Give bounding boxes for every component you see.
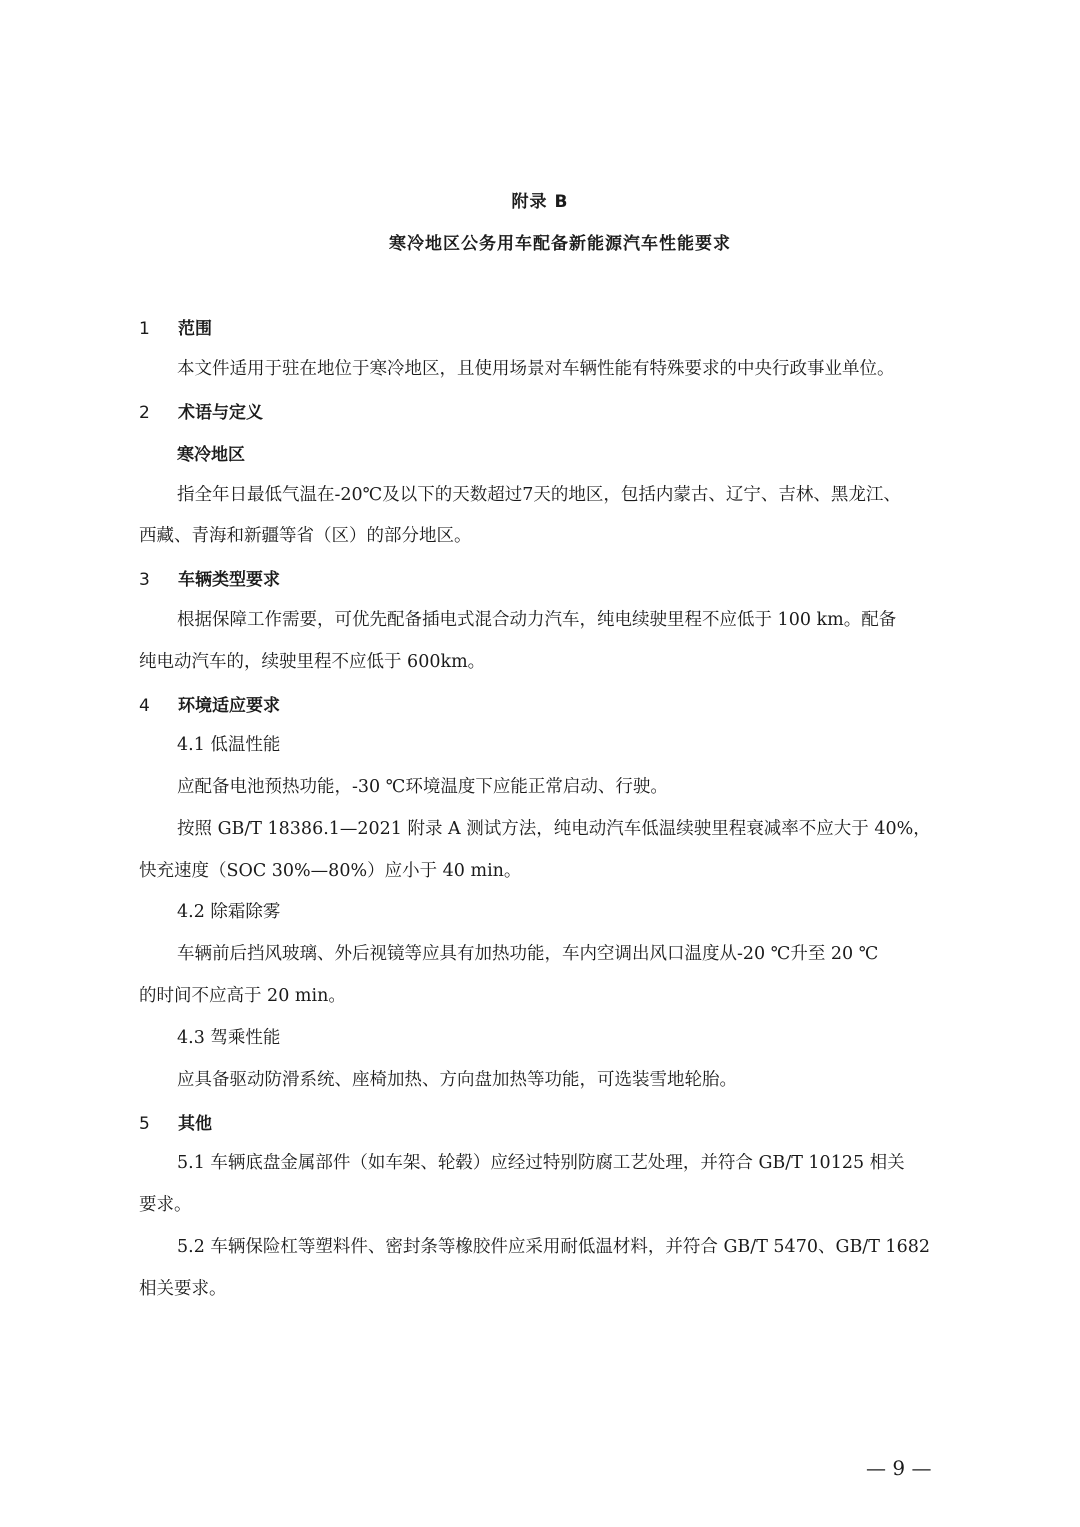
section-number: 4 <box>139 696 150 716</box>
section-5-2-line-1: 5.2 车辆保险杠等塑料件、密封条等橡胶件应采用耐低温材料，并符合 GB/T 5470、GB/T 1682 <box>177 1237 930 1257</box>
section-3-line-1: 根据保障工作需要，可优先配备插电式混合动力汽车，纯电续驶里程不应低于 100 km。配备 <box>177 610 897 630</box>
section-1-paragraph: 本文件适用于驻在地位于寒冷地区，且使用场景对车辆性能有特殊要求的中央行政事业单位。 <box>177 359 895 379</box>
subsection-4-1-paragraph-2-line-1: 按照 GB/T 18386.1—2021 附录 A 测试方法，纯电动汽车低温续驶里程衰减率不应大于 40%， <box>177 819 931 839</box>
section-title: 范围 <box>178 319 212 339</box>
section-number: 2 <box>139 403 150 423</box>
section-title: 环境适应要求 <box>178 696 280 716</box>
subsection-4-2-line-1: 车辆前后挡风玻璃、外后视镜等应具有加热功能，车内空调出风口温度从-20 ℃升至 20 ℃ <box>177 944 879 964</box>
section-number: 1 <box>139 319 150 339</box>
subsection-4-3-title: 4.3 驾乘性能 <box>177 1028 281 1048</box>
subsection-4-3-paragraph: 应具备驱动防滑系统、座椅加热、方向盘加热等功能，可选装雪地轮胎。 <box>177 1070 737 1090</box>
section-5-heading <box>139 1109 212 1134</box>
section-4-heading <box>139 691 280 716</box>
section-5-1-line-1: 5.1 车辆底盘金属部件（如车架、轮毂）应经过特别防腐工艺处理，并符合 GB/T 10125 相关 <box>177 1153 905 1173</box>
definition-line-1: 指全年日最低气温在-20℃及以下的天数超过7天的地区，包括内蒙古、辽宁、吉林、黑龙江、 <box>177 485 901 505</box>
section-3-heading <box>139 565 280 590</box>
subsection-4-2-title: 4.2 除霜除雾 <box>177 902 281 922</box>
section-5-2-line-2: 相关要求。 <box>139 1279 227 1299</box>
section-title: 术语与定义 <box>178 403 263 423</box>
section-3-line-2: 纯电动汽车的，续驶里程不应低于 600km。 <box>139 652 486 672</box>
section-number: 3 <box>139 570 150 590</box>
subsection-4-1-paragraph-1: 应配备电池预热功能，-30 ℃环境温度下应能正常启动、行驶。 <box>177 777 668 797</box>
section-2-heading <box>139 398 263 423</box>
section-5-1-line-2: 要求。 <box>139 1195 192 1215</box>
section-title: 车辆类型要求 <box>178 570 280 590</box>
appendix-title: 寒冷地区公务用车配备新能源汽车性能要求 <box>389 234 731 254</box>
term-cold-region: 寒冷地区 <box>177 445 245 465</box>
subsection-4-1-title: 4.1 低温性能 <box>177 735 281 755</box>
section-number: 5 <box>139 1114 150 1134</box>
page-number: — 9 — <box>866 1456 932 1480</box>
section-1-heading <box>139 314 212 339</box>
appendix-label: 附录 B <box>511 192 569 212</box>
section-title: 其他 <box>178 1114 212 1134</box>
subsection-4-1-paragraph-2-line-2: 快充速度（SOC 30%—80%）应小于 40 min。 <box>139 861 522 881</box>
subsection-4-2-line-2: 的时间不应高于 20 min。 <box>139 986 346 1006</box>
definition-line-2: 西藏、青海和新疆等省（区）的部分地区。 <box>139 526 472 546</box>
